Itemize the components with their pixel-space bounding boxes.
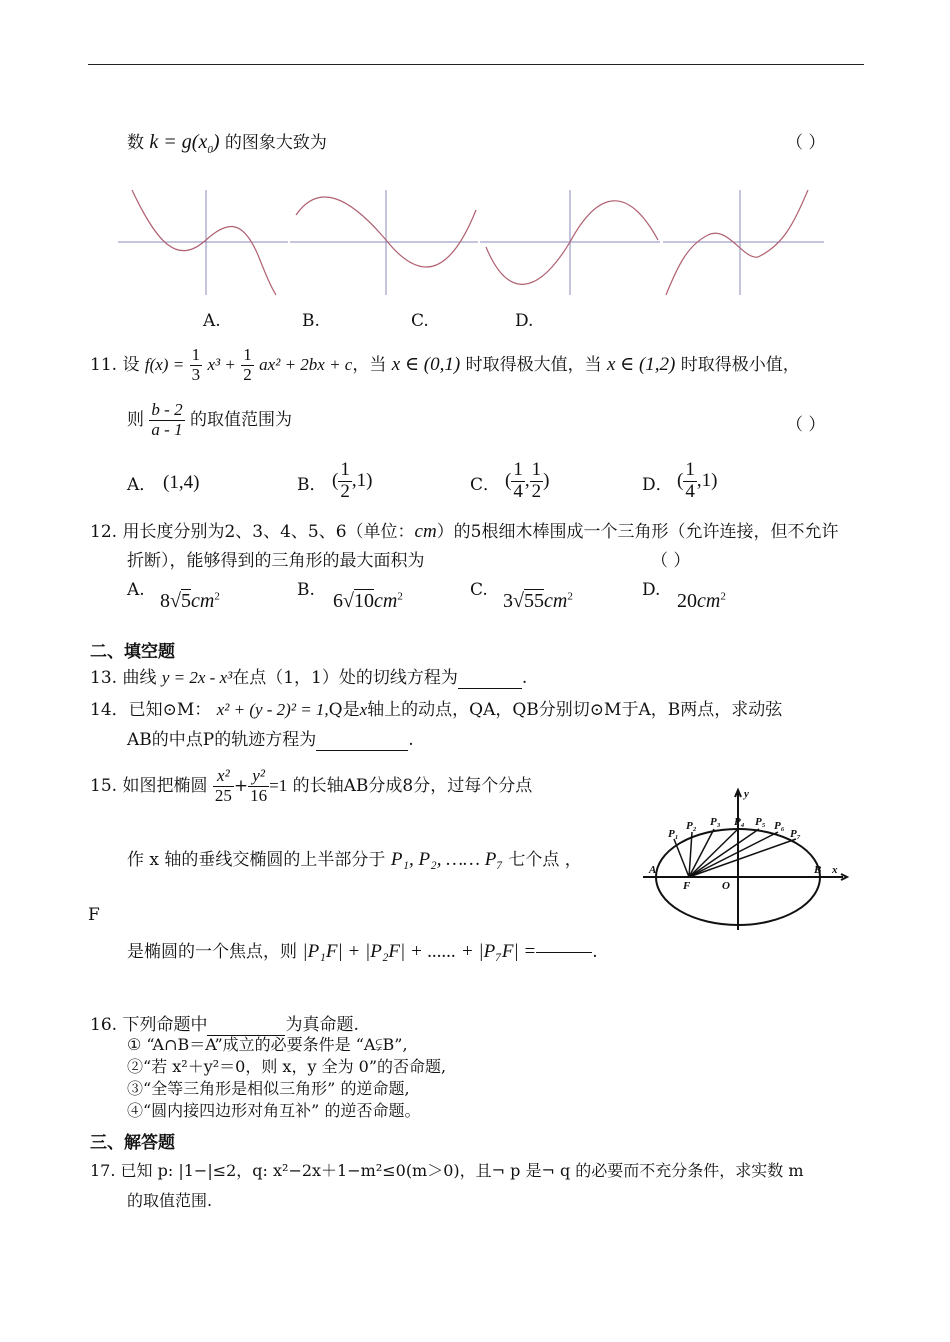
q10-option-a: A. [203,311,221,331]
q12-option-c-value: $3√55cm^2$ [503,590,573,612]
q11-interval1: x ∈ (0,1) [391,354,461,375]
q10-option-b: B. [302,311,320,331]
frac-num: 1 [531,459,542,480]
q11-mid1: ，当 [352,355,387,375]
frac-den: 16 [250,786,268,805]
q14-line2 [127,725,414,751]
q12-unit: cm [414,521,437,542]
q16-head-end: 为真命题. [285,1015,359,1035]
frac-den: a - 1 [151,420,183,439]
label-p7: P₇ [790,828,801,840]
q11-line2 [127,398,292,442]
label-p2: P₂ [686,820,697,832]
comma-one: ,1) [351,469,373,491]
q15-frac-x [213,767,234,805]
q11-option-d-label: D． [642,475,673,495]
frac-num: y² [248,767,269,787]
label-o: O [722,880,730,892]
graph-c-curve [486,201,658,285]
q15-sum-expr: |P₁F| + |P₂F| + ...... + |P₇F| = [302,941,537,962]
unit: cm [190,590,215,612]
q10-option-d: D. [515,311,534,331]
q11-option-b-label: B． [297,475,327,495]
q13-pre: 13. 曲线 [90,668,157,688]
q11-line2-post: 的取值范围为 [189,410,292,430]
q11-option-b-value [332,460,372,503]
q11-line2-pre: 则 [127,410,144,430]
frac-num: 1 [685,459,695,480]
q13-expr: y = 2x - x³ [161,668,233,687]
q13 [90,663,527,689]
frac-num: 1 [340,459,350,480]
section-fill-blank-heading: 二、填空题 [90,642,175,662]
paren-close: ) [543,469,550,491]
q11-option-d-value [677,460,717,503]
q12-line2: 折断），能够得到的三角形的最大面积为 [127,551,425,571]
q11-option-a-label: A． [127,475,157,495]
q15-points: P₁, P₂, …… P₇ [390,849,503,870]
q15-line4-text: 是椭圆的一个焦点，则 [127,942,297,962]
q12-line1 [90,517,839,543]
radicand: 5 [180,590,191,612]
q13-post: 在点（1，1）处的切线方程为 [232,668,458,688]
q13-end: . [521,668,528,688]
q12-option-c-label: C. [470,580,488,600]
q11-line1 [90,342,800,388]
q12-option-b-label: B. [297,580,315,600]
q14-line2-text: AB的中点P的轨迹方程为 [127,730,317,750]
q17-line2: 的取值范围. [127,1191,213,1210]
equals-one: =1 [269,776,288,795]
frac-den: 4 [513,480,523,502]
q10-option-c: C. [411,311,429,331]
q12-line1-b: ）的5根细木棒围成一个三角形（允许连接，但不允许 [436,522,839,542]
frac-1-4 [683,460,697,503]
label-p3: P₃ [710,816,721,828]
q10-expr-main: k = g(x [149,131,208,153]
q16-item-2: ②“若 x²＋y²＝0，则 x，y 全为 0”的否命题, [127,1057,447,1076]
q11-ratio [149,401,184,439]
q15-ellipse-figure [638,785,850,935]
q12-line1-a: 12. 用长度分别为2、3、4、5、6（单位： [90,522,415,542]
label-b: B [814,864,822,876]
q12-option-d-label: D. [642,580,661,600]
label-p6: P₆ [774,820,785,832]
q12-option-a-value: $8√5cm^2$ [160,590,220,612]
q11-option-a-value: (1,4) [163,472,200,493]
q15-post: 的长轴AB分成8分，过每个分点 [292,776,533,796]
coef: 6 [333,590,343,612]
q10-prefix: 数 [127,133,144,153]
q14-expr: x² + (y - 2)² = 1, [216,700,329,719]
paren-open: ( [332,469,339,491]
frac-den: 25 [214,786,232,805]
q10-suffix: 的图象大致为 [224,133,327,153]
q15-line1 [90,762,532,810]
q12-option-d-value: $20cm^2$ [677,590,726,612]
frac-1-2 [338,460,352,503]
q14-x-var: x [359,700,368,719]
radicand: 55 [523,590,544,612]
q11-number: 11. 设 [90,355,140,375]
q10-expr [149,131,220,156]
q16-item-1: ① “A∩B＝A”成立的必要条件是 “A⫋B”, [127,1035,408,1054]
q11-mid3: 时取得极小值， [680,355,800,375]
q12-answer-paren: （ ） [651,551,691,571]
q15-end: . [592,942,598,962]
q16-item-3: ③“全等三角形是相似三角形” 的逆命题, [127,1079,410,1098]
q14-answer-blank [316,730,408,751]
q11-option-c-value [505,460,549,503]
header-rule [88,64,864,65]
q10-expr-sub: 0 [207,144,213,156]
q15-focus-letter: F [88,905,100,925]
q14-line1 [90,695,782,720]
coef: 3 [503,590,513,612]
frac-num: b - 2 [151,400,183,420]
q14-pre: 14．已知⊙M： [90,700,212,720]
comma: , [524,469,530,491]
section-solution-heading: 三、解答题 [90,1133,175,1153]
unit: cm [697,590,721,612]
frac-den: 2 [243,365,252,384]
label-p4: P₄ [734,816,745,828]
unit: cm [543,590,568,612]
q10-answer-paren: （ ） [786,133,826,153]
coef: 20 [677,590,697,612]
plus: + [233,776,249,796]
q15-answer-blank [536,952,592,953]
q11-interval2: x ∈ (1,2) [606,354,676,375]
paren-open: ( [677,469,684,491]
q10-text [127,128,327,156]
q15-frac-y [248,767,269,805]
q11-mid2: 时取得极大值，当 [465,355,602,375]
frac-num: 1 [191,345,201,365]
q11-option-c-label: C． [470,475,501,495]
q11-term2: ax² + 2bx + c [259,355,353,374]
q11-func: f(x) = [144,355,185,374]
coef: 8 [160,590,170,612]
q13-answer-blank [458,668,522,689]
q14-post: Q是 [328,700,360,720]
q12-option-a-label: A. [127,580,145,600]
frac-den: 2 [531,480,542,502]
q10-graphs [118,185,828,300]
label-a: A [649,864,657,876]
frac-den: 2 [340,480,350,502]
comma-one: ,1) [696,469,718,491]
label-p5: P₅ [755,816,766,828]
q15-line2-text: 作 x 轴的垂线交椭圆的上半部分于 [127,850,386,870]
frac-den: 4 [685,480,695,502]
label-x: x [832,864,838,876]
q11-frac-1-3 [190,346,203,384]
q10-expr-end: ) [212,131,220,153]
q11-term1: x³ + [207,355,236,374]
q15-line2-end: 七个点 ， [508,850,582,870]
q11-frac-1-2 [241,346,254,384]
frac-den: 3 [191,365,201,384]
focal-lines [674,829,796,877]
q12-option-b-value: $6√10cm^2$ [333,590,403,612]
q15-line2 [127,845,582,871]
frac-num: x² [213,767,234,787]
q15-line4 [127,937,598,963]
q16-head-text: 16. 下列命题中 [90,1015,208,1035]
q17-line1: 17. 已知 p: |1−|≤2，q: x²−2x＋1−m²≤0(m＞0)，且¬ p 是¬ q 的必要而不充分条件，求实数 m [90,1161,804,1180]
q16-item-4: ④“圆内接四边形对角互补” 的逆否命题。 [127,1101,421,1120]
frac-1-4 [511,460,525,503]
frac-1-2 [530,460,544,503]
unit: cm [373,590,398,612]
label-f: F [683,880,691,892]
radicand: 10 [353,590,374,612]
label-y: y [744,788,749,800]
paren-open: ( [505,469,512,491]
q11-answer-paren: （ ） [786,415,826,435]
frac-num: 1 [243,345,252,365]
frac-num: 1 [513,459,523,480]
label-p1: P₁ [668,828,679,840]
q15-pre: 15. 如图把椭圆 [90,776,208,796]
q14-post2: 轴上的动点，QA，QB分别切⊙M于A，B两点，求动弦 [367,700,783,720]
q14-end: . [408,730,414,750]
